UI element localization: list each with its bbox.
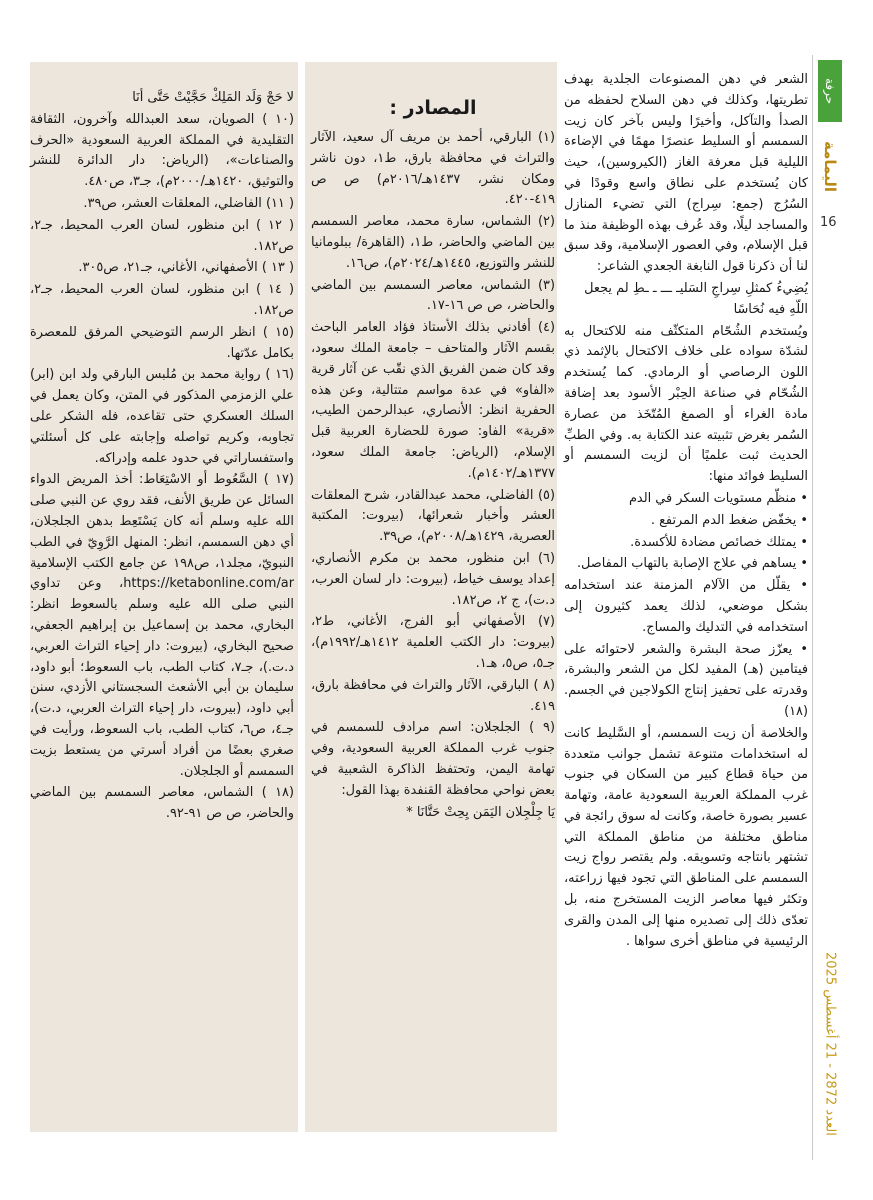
reference-item: (٣) الشماس، معاصر السمسم بين الماضي والحاضر، ص ص ١٦-١٧. (311, 277, 555, 314)
reference-item: (١٠ ) الصويان، سعد العبدالله وآخرون، الثقافة التقليدية في المملكة العربية السعودية «الحرف والصناعات»، (الرياض: دار الدائرة للنشر والتوثيق، ١٤٢٠هـ/٢٠٠٠م)، جـ٣، ص٤٨٠. (30, 111, 294, 190)
page-number: 16 (820, 215, 837, 230)
reference-item: (٥) الفاضلي، محمد عبدالقادر، شرح المعلقات العشر وأخبار شعرائها، (بيروت: المكتبة العصرية، ١٤٢٩هـ/٢٠٠٨م)، ص٣٩. (311, 487, 555, 545)
section-label: حرفة (818, 60, 842, 122)
reference-item: (١٧ ) السَّعُوط أو الاسْتِعَاط: أخذ المريض الدواء السائل عن طريق الأنف، فقد روي عن النبي صلى الله عليه وسلم أنه كان يَسْتَعِط بدهن الجلجلان، أي دهن السمسم، انظر: المنهل الرَّوِيّ في الطب النبويّ، مجلد١، ص١٩٨ عن جامع الكتب الإسلامية https://ketabonline.com/ar، وعن تداوي النبي صلى الله عليه وسلم بالسعوط انظر: البخاري، محمد بن إسماعيل بن إبراهيم الجعفي، صحيح البخاري، (بيروت: دار إحياء التراث العربي، د.ت.)، جـ٧، كتاب الطب، باب السعوط؛ أبو داود، سليمان بن أبي الأشعث السجستاني الأزدي، سنن أبي داود، (بيروت، دار إحياء التراث العربي، د.ت)، جـ٤، ص٦، كتاب الطب، باب السعوط، ورأيت في صغري بعضًا من أفراد أسرتي من يستعط بزيت السمسم أو الجلجلان. (30, 472, 294, 779)
sidebar-divider (812, 55, 813, 1160)
reference-item: ( ١١) الفاضلي، المعلقات العشر، ص٣٩. (83, 195, 294, 211)
sources-column-continued (30, 62, 298, 1132)
benefit-item: • يمتلك خصائص مضادة للأكسدة. (630, 534, 808, 550)
magazine-logo: اليمامة (821, 140, 839, 192)
reference-item: (٨ ) البارقي، الآثار والتراث في محافظة بارق، ٤١٩. (311, 677, 555, 714)
article-paragraph: الشعر في دهن المصنوعات الجلدية بهدف تطريتها، وكذلك في دهن السلاح لحفظه من الصدأ والتآكل، وأخيرًا وليس بآخر كان زيت السمسم أو السليط عنصرًا مهمًا في الإضاءة الليلية قبل معرفة الغاز (الكيروسين)، حيث كان يُستخدم على نطاق واسع وقودًا في السُرُج (جمع: سِراج) التي تضيء المنازل والمساجد ليلًا، وقد عُرف بهذه الوظيفة منذ ما قبل الإسلام، وفي العصور الإسلامية، وقد سبق لنا أن ذكرنا قول النابغة الجعدي الشاعر: (564, 72, 808, 275)
article-column (564, 70, 808, 953)
reference-item: (١٨ ) الشماس، معاصر السمسم بين الماضي والحاضر، ص ص ٩١-٩٢. (30, 785, 294, 822)
issue-info: العدد 2872 - 21 أغسطس 2025 (822, 952, 838, 1136)
reference-item: (١) البارقي، أحمد بن مريف آل سعيد، الآثار والتراث في محافظة بارق، ط١، دون ناشر ومكان نشر، ١٤٣٧هـ/٢٠١٦م) ص ص ٤١٩-٤٢٠. (311, 130, 555, 208)
benefit-item: • يقلّل من الآلام المزمنة عند استخدامه بشكل موضعي، لذلك يعمد كثيرون إلى استخدامه في التدليك والمساج. (564, 578, 808, 635)
reference-item: ( ١٢ ) ابن منظور، لسان العرب المحيط، جـ٢، ص١٨٢. (30, 217, 294, 254)
reference-item: (٦) ابن منظور، محمد بن مكرم الأنصاري، إعداد يوسف خياط، (بيروت: دار لسان العرب، د.ت)، ج ٢، ص١٨٢. (311, 550, 555, 608)
benefit-item: • يعزّز صحة البشرة والشعر لاحتوائه على فيتامين (هـ) المفيد لكل من الشعر والبشرة، وقدرته على تحفيز إنتاج الكولاجين في الجسم. (١٨) (564, 641, 808, 719)
folk-saying: لا حَجْ وَلَد المَلِكْ حَجَّيْتْ حَتَّى أنَا (132, 90, 294, 105)
benefit-item: • منظّم مستويات السكر في الدم (628, 490, 808, 506)
sources-heading: المصادر : (389, 97, 477, 119)
reference-item: (٩ ) الجلجلان: اسم مرادف للسمسم في جنوب غرب المملكة العربية السعودية، وفي تهامة اليمن، وتحتفظ الذاكرة الشعبية في بعض نواحي محافظة القنفدة بهذا القول: (311, 720, 555, 798)
reference-item: ( ١٣ ) الأصفهاني، الأغاني، جـ٢١، ص٣٠٥. (78, 260, 294, 276)
benefit-item: • يساهم في علاج الإصابة بالتهاب المفاصل. (576, 556, 808, 572)
reference-item: (١٦ ) رواية محمد بن مُلبس البارقي ولد ابن (ابر) علي الزمزمي المذكور في المتن، وكان يعمل في السلك العسكري حتى تقاعده، فله الشكر على تجاوبه، وكريم تواصله وإجابته على كل أسئلتي واستفساراتي في حدود علمه وإدراكه. (30, 367, 294, 466)
reference-item: (٢) الشماس، سارة محمد، معاصر السمسم بين الماضي والحاضر، ط١، (القاهرة/ ببلومانيا للنشر والتوزيع، ١٤٤٥هـ/٢٠٢٤م)، ص١٦. (311, 214, 555, 271)
reference-item: (٧) الأصفهاني أبو الفرج، الأغاني، ط٢، (بيروت: دار الكتب العلمية ١٤١٢هـ/١٩٩٢م)، جـ٥، ص٥، هـ١. (311, 614, 555, 671)
reference-item: (٤) أفادني بذلك الأستاذ فؤاد العامر الباحث بقسم الآثار والمتاحف – جامعة الملك سعود، وقد كان ضمن الفريق الذي نقّب عن آثار قرية «الفاو» في عدة مواسم متتالية، وعن هذه الحفرية انظر: الأنصاري، عبدالرحمن الطيب، «قرية» الفاو: صورة للحضارة العربية قبل الإسلام، (الرياض: جامعة الملك سعود، ١٣٧٧هـ/١٤٠٢م). (311, 320, 555, 481)
article-paragraph: ويُستخدم الشُحّام المتكثّف منه للاكتحال به لشدّة سواده على خلاف الاكتحال بالإثمد ذي اللون الرصاصي أو الرمادي. كما يُستخدم الشُحّام في صناعة الحِبْر الأسود بعد إضافة مادة الغراء أو الصمغ المُتّخَذ من عصارة السُمر بغرض تثبيته عند الكتابة به. وفي الطبِّ الحديث ثبت علميًا أن لزيت السمسم أو السليط فوائد منها: (564, 323, 808, 485)
article-conclusion: والخلاصة أن زيت السمسم، أو السَّليط كانت له استخدامات متنوعة تشمل جوانب متعددة من حياة قطاع كبير من السكان في جنوب غرب المملكة العربية السعودية عامة، وتهامة عسير بصورة خاصة، وكانت له سوق رائجة في مناطق مختلفة من مناطق المملكة التي تشتهر بانتاجه وتسويقه. ولم يقتصر رواج زيت السمسم على المناطق التي تجود فيها زراعته، وتكثر فيها معاصر الزيت المستخرج منه، بل تعدّى ذلك إلى تصديره منها إلى المدن والقرى الرئيسية في مناطق أخرى سواها . (564, 725, 808, 949)
reference-item: ( ١٤ ) ابن منظور، لسان العرب المحيط، جـ٢، ص١٨٢. (30, 282, 294, 318)
folk-saying: يَا جِلْجِلان اليَمَن يِحِتْ حَتَّانَا * (406, 804, 555, 820)
reference-item: (١٥ ) انظر الرسم التوضيحي المرفق للمعصرة بكامل عدّتها. (30, 324, 294, 361)
sources-column (305, 62, 557, 1132)
benefit-item: • يخفّض ضغط الدم المرتفع . (650, 512, 808, 528)
poem-verse: يُضِيءُ كمثلِ سِراجِ السَليـ ـــ ـ ـطِ لم يجعل اللّهِ فيه نُحَاسًا (584, 280, 808, 317)
